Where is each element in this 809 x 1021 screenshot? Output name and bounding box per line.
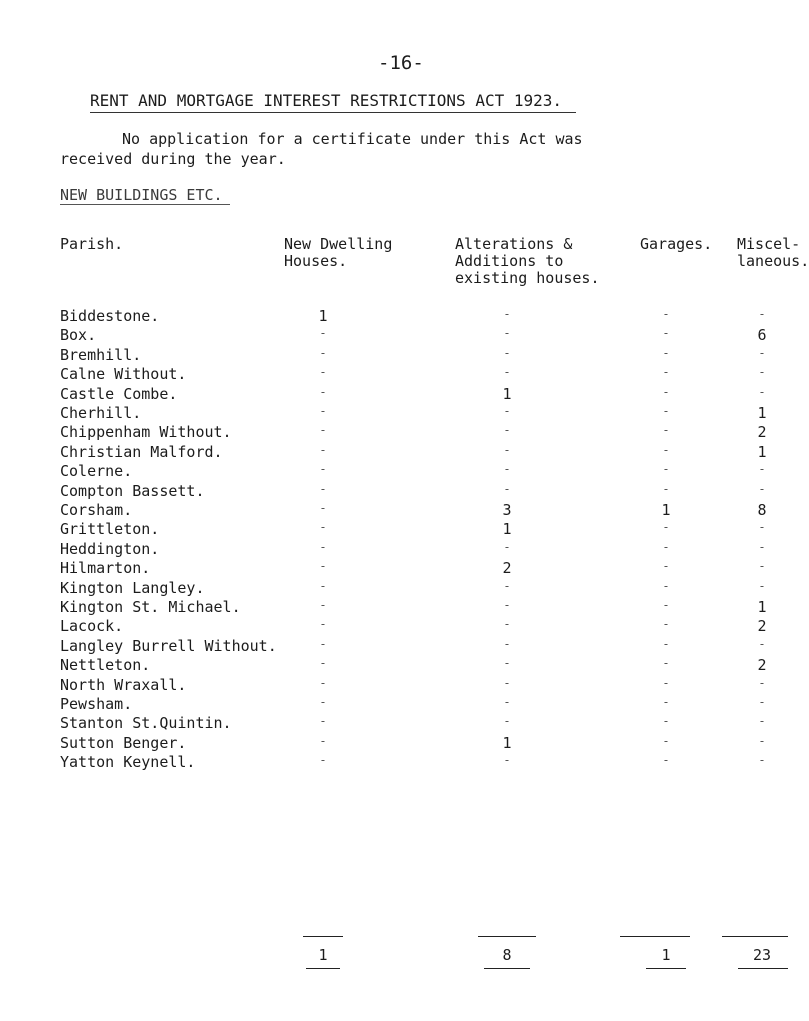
cell-alterations: - <box>503 636 511 651</box>
cell-miscellaneous: - <box>758 345 766 360</box>
total-rule-misc <box>722 936 788 937</box>
table-row <box>0 520 800 539</box>
parish-name: Pewsham. <box>60 695 133 713</box>
table-row <box>0 365 800 384</box>
table-row <box>0 482 800 501</box>
cell-new-dwelling: - <box>319 598 327 612</box>
cell-alterations: - <box>503 695 511 709</box>
table-row <box>0 404 800 423</box>
parish-name: Bremhill. <box>60 345 142 364</box>
cell-new-dwelling: - <box>319 404 327 418</box>
parish-name: Corsham. <box>60 501 133 519</box>
parish-name: Calne Without. <box>60 365 187 384</box>
cell-miscellaneous: 1 <box>757 442 767 461</box>
column-header-garages: Garages. <box>640 235 713 253</box>
parish-name: Christian Malford. <box>60 442 223 461</box>
cell-alterations: - <box>503 539 511 554</box>
cell-garages: - <box>662 462 670 477</box>
column-header-miscellaneous: Miscel- laneous. <box>737 235 809 270</box>
cell-new-dwelling: - <box>319 345 327 360</box>
cell-alterations: - <box>503 365 511 380</box>
parish-name: Biddestone. <box>60 307 160 325</box>
cell-new-dwelling: - <box>319 462 327 477</box>
table-row <box>0 656 800 675</box>
cell-miscellaneous: - <box>758 695 766 709</box>
cell-new-dwelling: - <box>319 326 327 341</box>
cell-new-dwelling: 1 <box>318 307 328 325</box>
table-row <box>0 695 800 714</box>
cell-alterations: 1 <box>502 733 512 752</box>
cell-new-dwelling: - <box>319 501 327 515</box>
title-underline <box>90 112 576 113</box>
cell-garages: - <box>662 481 670 496</box>
cell-garages: - <box>662 636 670 651</box>
table-row <box>0 598 800 617</box>
cell-miscellaneous: - <box>758 539 766 554</box>
cell-miscellaneous: - <box>758 733 766 748</box>
parish-name: Sutton Benger. <box>60 733 187 752</box>
cell-alterations: - <box>503 404 511 418</box>
cell-new-dwelling: - <box>319 539 327 554</box>
cell-alterations: - <box>503 656 511 671</box>
table-row <box>0 307 800 326</box>
cell-alterations: 1 <box>502 520 512 539</box>
cell-garages: - <box>662 578 670 593</box>
parish-name: Chippenham Without. <box>60 423 232 442</box>
cell-miscellaneous: 6 <box>757 326 767 345</box>
parish-name: North Wraxall. <box>60 675 187 694</box>
parish-name: Heddington. <box>60 539 160 558</box>
table-row <box>0 714 800 733</box>
cell-new-dwelling: - <box>319 423 327 438</box>
note-line-1: No application for a certificate under this Act was <box>122 130 583 148</box>
total-underline-misc <box>738 968 788 969</box>
table-row <box>0 462 800 481</box>
column-header-new-dwelling: New Dwelling Houses. <box>284 235 393 270</box>
cell-new-dwelling: - <box>319 656 327 671</box>
cell-miscellaneous: - <box>758 753 766 768</box>
table-row <box>0 346 800 365</box>
cell-new-dwelling: - <box>319 753 327 768</box>
parish-name: Compton Bassett. <box>60 481 205 500</box>
cell-alterations: - <box>503 753 511 768</box>
cell-garages: 1 <box>661 501 671 519</box>
cell-new-dwelling: - <box>319 520 327 535</box>
total-underline-garages <box>646 968 686 969</box>
cell-miscellaneous: 2 <box>757 656 767 675</box>
cell-garages: - <box>662 675 670 690</box>
cell-garages: - <box>662 733 670 748</box>
cell-miscellaneous: - <box>758 520 766 535</box>
cell-new-dwelling: - <box>319 636 327 651</box>
table-row <box>0 734 800 753</box>
cell-miscellaneous: - <box>758 384 766 399</box>
cell-garages: - <box>662 307 670 321</box>
table-row <box>0 637 800 656</box>
cell-alterations: - <box>503 481 511 496</box>
section-subheading: NEW BUILDINGS ETC. <box>60 186 223 204</box>
subheading-underline <box>60 204 230 205</box>
parish-name: Stanton St.Quintin. <box>60 714 232 733</box>
total-garages: 1 <box>661 946 671 964</box>
note-line-2: received during the year. <box>60 150 286 168</box>
cell-new-dwelling: - <box>319 695 327 709</box>
cell-miscellaneous: - <box>758 578 766 593</box>
cell-garages: - <box>662 656 670 671</box>
cell-new-dwelling: - <box>319 578 327 593</box>
cell-new-dwelling: - <box>319 675 327 690</box>
cell-alterations: 3 <box>502 501 512 519</box>
parish-name: Yatton Keynell. <box>60 753 196 772</box>
cell-miscellaneous: - <box>758 365 766 380</box>
table-row <box>0 326 800 345</box>
parish-name: Nettleton. <box>60 656 151 675</box>
cell-miscellaneous: - <box>758 714 766 729</box>
cell-new-dwelling: - <box>319 481 327 496</box>
total-underline-alterations <box>484 968 530 969</box>
table-row <box>0 617 800 636</box>
total-rule-garages <box>620 936 690 937</box>
table-row <box>0 423 800 442</box>
table-row <box>0 753 800 772</box>
cell-new-dwelling: - <box>319 714 327 729</box>
cell-garages: - <box>662 365 670 380</box>
cell-miscellaneous: - <box>758 481 766 496</box>
cell-garages: - <box>662 520 670 535</box>
cell-new-dwelling: - <box>319 733 327 748</box>
parish-name: Cherhill. <box>60 404 142 422</box>
page-number: -16- <box>378 52 424 74</box>
table-row <box>0 443 800 462</box>
cell-miscellaneous: 8 <box>757 501 767 519</box>
cell-alterations: - <box>503 714 511 729</box>
cell-garages: - <box>662 617 670 632</box>
cell-miscellaneous: - <box>758 307 766 321</box>
column-header-alterations: Alterations & Additions to existing houses. <box>455 235 600 287</box>
cell-garages: - <box>662 423 670 438</box>
cell-alterations: - <box>503 345 511 360</box>
cell-alterations: - <box>503 617 511 632</box>
cell-miscellaneous: - <box>758 559 766 574</box>
cell-alterations: - <box>503 462 511 477</box>
parish-name: Lacock. <box>60 617 124 636</box>
cell-garages: - <box>662 404 670 418</box>
cell-garages: - <box>662 384 670 399</box>
cell-garages: - <box>662 598 670 612</box>
cell-miscellaneous: 2 <box>757 423 767 442</box>
table-row <box>0 385 800 404</box>
cell-garages: - <box>662 442 670 457</box>
cell-new-dwelling: - <box>319 442 327 457</box>
parish-name: Hilmarton. <box>60 559 151 578</box>
total-alterations: 8 <box>502 946 512 964</box>
document-title: RENT AND MORTGAGE INTEREST RESTRICTIONS ACT 1923. <box>90 91 563 110</box>
cell-alterations: - <box>503 675 511 690</box>
cell-garages: - <box>662 753 670 768</box>
cell-miscellaneous: 1 <box>757 404 767 422</box>
table-row <box>0 540 800 559</box>
cell-miscellaneous: - <box>758 675 766 690</box>
cell-alterations: 1 <box>502 384 512 403</box>
cell-new-dwelling: - <box>319 559 327 574</box>
parish-name: Colerne. <box>60 462 133 481</box>
cell-garages: - <box>662 326 670 341</box>
parish-name: Kington St. Michael. <box>60 598 241 616</box>
total-miscellaneous: 23 <box>752 946 772 964</box>
column-header-parish: Parish. <box>60 235 124 253</box>
parish-name: Grittleton. <box>60 520 160 539</box>
table-row <box>0 579 800 598</box>
cell-alterations: - <box>503 598 511 612</box>
cell-garages: - <box>662 695 670 709</box>
table-row <box>0 676 800 695</box>
cell-alterations: - <box>503 578 511 593</box>
cell-new-dwelling: - <box>319 384 327 399</box>
cell-garages: - <box>662 714 670 729</box>
parish-name: Kington Langley. <box>60 578 205 597</box>
cell-alterations: - <box>503 307 511 321</box>
parish-name: Box. <box>60 326 97 345</box>
parish-name: Langley Burrell Without. <box>60 636 277 655</box>
cell-new-dwelling: - <box>319 365 327 380</box>
total-new-dwelling: 1 <box>318 946 328 964</box>
cell-garages: - <box>662 345 670 360</box>
cell-miscellaneous: - <box>758 636 766 651</box>
cell-new-dwelling: - <box>319 617 327 632</box>
total-rule-alterations <box>478 936 536 937</box>
cell-garages: - <box>662 559 670 574</box>
cell-miscellaneous: 2 <box>757 617 767 636</box>
total-rule-new <box>303 936 343 937</box>
parish-name: Castle Combe. <box>60 384 178 403</box>
total-underline-new <box>306 968 340 969</box>
table-row <box>0 559 800 578</box>
cell-alterations: - <box>503 442 511 457</box>
cell-alterations: - <box>503 423 511 438</box>
cell-alterations: - <box>503 326 511 341</box>
cell-garages: - <box>662 539 670 554</box>
cell-miscellaneous: - <box>758 462 766 477</box>
cell-miscellaneous: 1 <box>757 598 767 616</box>
cell-alterations: 2 <box>502 559 512 578</box>
table-row <box>0 501 800 520</box>
